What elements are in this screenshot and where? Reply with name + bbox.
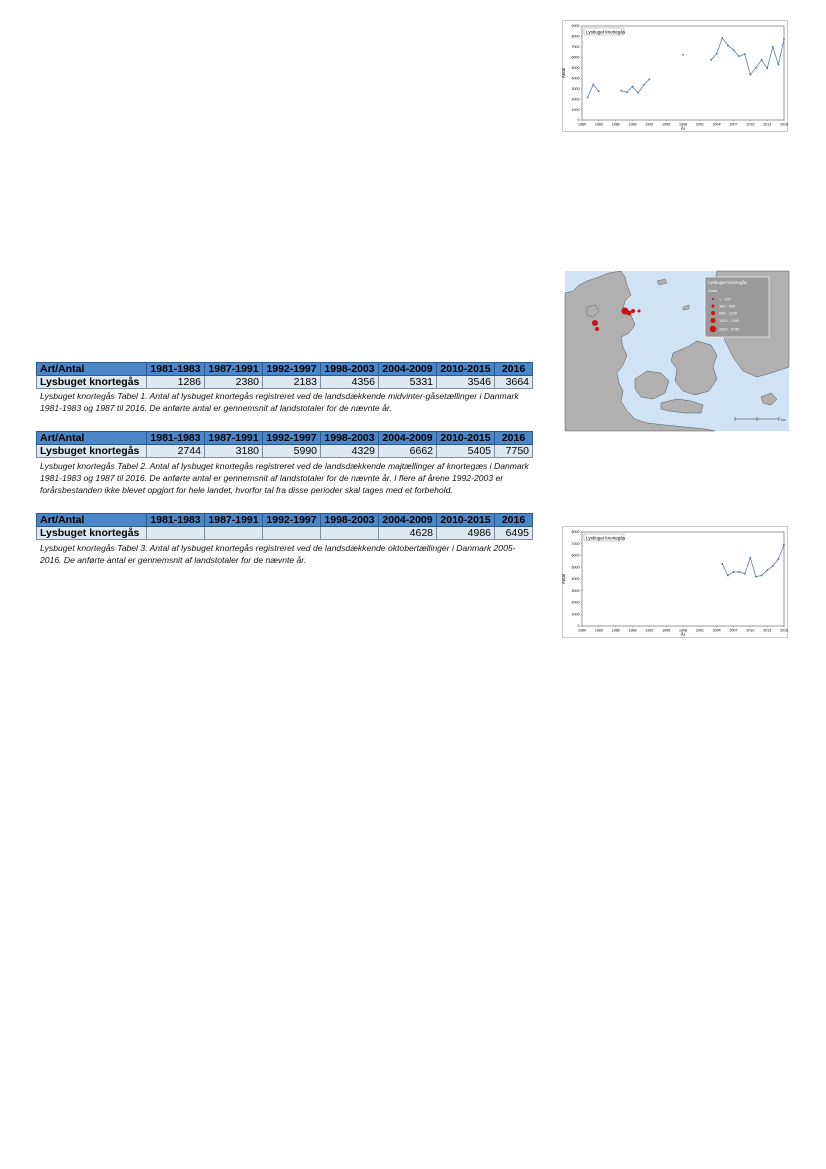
table-row bbox=[37, 376, 533, 389]
table-header-cell: 2004-2009 bbox=[379, 363, 437, 376]
x-tick-label: 2013 bbox=[763, 122, 772, 127]
table-header-cell: 1992-1997 bbox=[263, 432, 321, 445]
legend-symbol bbox=[712, 305, 715, 308]
data-point bbox=[710, 59, 712, 61]
data-point bbox=[587, 97, 589, 99]
x-tick-label: 1986 bbox=[611, 122, 620, 127]
table-row bbox=[37, 445, 533, 458]
table-midwinter bbox=[36, 362, 533, 389]
y-tick-label: 8000 bbox=[571, 34, 580, 39]
x-tick-label: 1998 bbox=[679, 122, 687, 127]
data-point bbox=[772, 565, 774, 567]
data-point bbox=[716, 53, 718, 55]
y-tick-label: 0 bbox=[577, 118, 580, 123]
table-header-cell: 1998-2003 bbox=[321, 432, 379, 445]
data-point bbox=[783, 544, 785, 546]
x-tick-label: 1980 bbox=[578, 122, 586, 127]
data-point bbox=[592, 84, 594, 86]
table-header-row bbox=[37, 514, 533, 527]
y-tick-label: 9000 bbox=[571, 24, 580, 29]
chart-midwinter-counts bbox=[562, 20, 788, 132]
map-marker bbox=[595, 327, 599, 331]
table-cell: 5990 bbox=[263, 445, 321, 458]
data-point bbox=[733, 571, 735, 573]
data-point bbox=[648, 78, 650, 80]
data-point bbox=[744, 573, 746, 575]
data-point bbox=[749, 74, 751, 76]
y-tick-label: 5000 bbox=[571, 565, 580, 570]
data-point bbox=[738, 55, 740, 57]
table-row bbox=[37, 527, 533, 540]
y-tick-label: 0 bbox=[577, 624, 580, 629]
table-header-cell: 1981-1983 bbox=[147, 514, 205, 527]
scale-label: km bbox=[781, 418, 786, 422]
table-october bbox=[36, 513, 533, 540]
table-header-cell: 1992-1997 bbox=[263, 514, 321, 527]
data-point bbox=[755, 576, 757, 578]
table-header-row bbox=[37, 363, 533, 376]
data-point bbox=[777, 64, 779, 66]
table-cell: 6662 bbox=[379, 445, 437, 458]
table-cell: 5405 bbox=[437, 445, 495, 458]
table-cell: Lysbuget knortegås bbox=[37, 527, 147, 540]
table-cell bbox=[147, 527, 205, 540]
map-marker bbox=[627, 311, 632, 316]
x-tick-label: 2007 bbox=[729, 628, 738, 633]
chart-title: Lysbuget knortegås bbox=[586, 29, 626, 35]
x-tick-label: 2010 bbox=[746, 122, 755, 127]
data-point bbox=[721, 563, 723, 565]
table-header-cell: 1987-1991 bbox=[205, 432, 263, 445]
table-may bbox=[36, 431, 533, 458]
legend-symbol bbox=[712, 298, 714, 300]
x-tick-label: 2007 bbox=[729, 122, 738, 127]
data-point bbox=[620, 90, 622, 92]
legend-item: 300 - 599 bbox=[719, 304, 736, 309]
table-cell bbox=[205, 527, 263, 540]
table-caption: Lysbuget knortegås Tabel 3. Antal af lysbuget knortegås registreret ved de landsdækkende oktobertællinger i Danmark 2005-2016. De anførte antal er gennemsnit af landstotaler for de nævnte år. bbox=[40, 543, 516, 565]
y-tick-label: 4000 bbox=[571, 76, 580, 81]
chart-october-counts bbox=[562, 526, 788, 638]
data-point bbox=[772, 46, 774, 48]
map-marker bbox=[638, 310, 641, 313]
legend-item: 1 - 299 bbox=[719, 297, 731, 302]
table-cell: Lysbuget knortegås bbox=[37, 376, 147, 389]
data-point bbox=[777, 558, 779, 560]
table-header-cell: 2010-2015 bbox=[437, 514, 495, 527]
table-header-cell: Art/Antal bbox=[37, 432, 147, 445]
legend-symbol bbox=[711, 311, 715, 315]
x-axis-label: År bbox=[680, 632, 686, 637]
data-point bbox=[744, 53, 746, 55]
chart-title: Lysbuget knortegås bbox=[586, 535, 626, 541]
x-axis-label: År bbox=[680, 126, 686, 131]
table-header-cell: 2016 bbox=[495, 432, 533, 445]
y-tick-label: 6000 bbox=[571, 553, 580, 558]
data-point bbox=[626, 91, 628, 93]
y-tick-label: 7000 bbox=[571, 45, 580, 50]
y-tick-label: 7000 bbox=[571, 541, 580, 546]
legend-symbol bbox=[710, 326, 716, 332]
table-header-cell: 1998-2003 bbox=[321, 514, 379, 527]
data-point bbox=[632, 86, 634, 88]
table-cell: 4329 bbox=[321, 445, 379, 458]
x-tick-label: 1983 bbox=[594, 122, 603, 127]
table-cell: 6495 bbox=[495, 527, 533, 540]
table-header-cell: 2010-2015 bbox=[437, 432, 495, 445]
x-tick-label: 1983 bbox=[594, 628, 603, 633]
table-cell: Lysbuget knortegås bbox=[37, 445, 147, 458]
chart-frame bbox=[563, 527, 788, 638]
legend-item: 2000 - 3749 bbox=[719, 327, 740, 332]
table-cell: 5331 bbox=[379, 376, 437, 389]
table-cell: 7750 bbox=[495, 445, 533, 458]
y-tick-label: 3000 bbox=[571, 86, 580, 91]
data-point bbox=[682, 54, 684, 56]
table-header-cell: 2010-2015 bbox=[437, 363, 495, 376]
table-header-row bbox=[37, 432, 533, 445]
table-header-cell: 2016 bbox=[495, 514, 533, 527]
table-header-cell: 1992-1997 bbox=[263, 363, 321, 376]
table-header-cell: 1998-2003 bbox=[321, 363, 379, 376]
x-tick-label: 1995 bbox=[662, 122, 671, 127]
map-legend-subtitle: Antal bbox=[708, 288, 718, 293]
table-cell: 3180 bbox=[205, 445, 263, 458]
x-tick-label: 2001 bbox=[695, 122, 704, 127]
map-marker bbox=[592, 320, 598, 326]
table-cell: 1286 bbox=[147, 376, 205, 389]
y-tick-label: 1000 bbox=[571, 612, 580, 617]
legend-symbol bbox=[711, 318, 716, 323]
data-point bbox=[598, 90, 600, 92]
table-header-cell: 2016 bbox=[495, 363, 533, 376]
x-tick-label: 2004 bbox=[712, 122, 721, 127]
data-point bbox=[761, 59, 763, 61]
map-legend-title: Lysbuget knortegås bbox=[708, 280, 748, 285]
y-tick-label: 8000 bbox=[571, 530, 580, 535]
x-tick-label: 2001 bbox=[695, 628, 704, 633]
table-cell: 4628 bbox=[379, 527, 437, 540]
x-tick-label: 2010 bbox=[746, 628, 755, 633]
data-point bbox=[783, 38, 785, 40]
distribution-map bbox=[565, 271, 789, 431]
data-point bbox=[738, 571, 740, 573]
chart-frame bbox=[563, 21, 788, 132]
x-tick-label: 1989 bbox=[628, 122, 637, 127]
table-cell: 2744 bbox=[147, 445, 205, 458]
x-tick-label: 1992 bbox=[645, 122, 654, 127]
y-tick-label: 2000 bbox=[571, 97, 580, 102]
x-tick-label: 2004 bbox=[712, 628, 721, 633]
table-cell bbox=[263, 527, 321, 540]
map-marker bbox=[631, 309, 635, 313]
map-legend bbox=[705, 277, 769, 337]
table-caption: Lysbuget knortegås Tabel 2. Antal af lysbuget knortegås registreret ved de landsdækkende majtællinger af knortegæs i Danmark 1981-1983 og 1987 til 2016. De anførte antal er gennemsnit af landstotaler for de nævnte år. I flere af årene 1992-2003 er forårsbestanden ikke blevet opgjort for hele landet, hvorfor tal fra disse perioder skal tages med et forbehold. bbox=[40, 461, 529, 495]
data-point bbox=[727, 44, 729, 46]
y-tick-label: 2000 bbox=[571, 600, 580, 605]
data-point bbox=[637, 92, 639, 94]
data-point bbox=[755, 67, 757, 69]
x-tick-label: 1995 bbox=[662, 628, 671, 633]
table-cell bbox=[321, 527, 379, 540]
y-tick-label: 6000 bbox=[571, 55, 580, 60]
table-cell: 4356 bbox=[321, 376, 379, 389]
x-tick-label: 1986 bbox=[611, 628, 620, 633]
x-tick-label: 2013 bbox=[763, 628, 772, 633]
table-header-cell: Art/Antal bbox=[37, 514, 147, 527]
data-point bbox=[721, 37, 723, 39]
y-axis-label: Antal bbox=[561, 67, 566, 79]
table-header-cell: 1981-1983 bbox=[147, 432, 205, 445]
x-tick-label: 1998 bbox=[679, 628, 687, 633]
x-tick-label: 1989 bbox=[628, 628, 637, 633]
x-tick-label: 2016 bbox=[780, 628, 788, 633]
x-tick-label: 1980 bbox=[578, 628, 586, 633]
data-point bbox=[643, 84, 645, 86]
y-tick-label: 1000 bbox=[571, 107, 580, 112]
data-point bbox=[733, 49, 735, 51]
table-header-cell: 1981-1983 bbox=[147, 363, 205, 376]
y-axis-label: Antal bbox=[561, 573, 566, 585]
table-caption: Lysbuget knortegås Tabel 1. Antal af lysbuget knortegås registreret ved de landsdækkende midvinter-gåsetællinger i Danmark 1981-1983 og 1987 til 2016. De anførte antal er gennemsnit af landstotaler for de nævnte år. bbox=[40, 391, 519, 413]
table-cell: 3664 bbox=[495, 376, 533, 389]
table-header-cell: 1987-1991 bbox=[205, 514, 263, 527]
table-header-cell: 2004-2009 bbox=[379, 432, 437, 445]
y-tick-label: 3000 bbox=[571, 588, 580, 593]
table-header-cell: 1987-1991 bbox=[205, 363, 263, 376]
y-tick-label: 4000 bbox=[571, 577, 580, 582]
table-cell: 2183 bbox=[263, 376, 321, 389]
y-tick-label: 5000 bbox=[571, 65, 580, 70]
data-point bbox=[766, 569, 768, 571]
legend-item: 1200 - 1999 bbox=[719, 319, 740, 323]
legend-item: 600 - 1199 bbox=[719, 311, 737, 316]
data-point bbox=[749, 557, 751, 559]
table-cell: 2380 bbox=[205, 376, 263, 389]
x-tick-label: 2016 bbox=[780, 122, 788, 127]
data-point bbox=[766, 67, 768, 69]
table-header-cell: Art/Antal bbox=[37, 363, 147, 376]
x-tick-label: 1992 bbox=[645, 628, 654, 633]
data-point bbox=[761, 575, 763, 577]
table-header-cell: 2004-2009 bbox=[379, 514, 437, 527]
table-cell: 4986 bbox=[437, 527, 495, 540]
table-cell: 3546 bbox=[437, 376, 495, 389]
data-point bbox=[727, 575, 729, 577]
